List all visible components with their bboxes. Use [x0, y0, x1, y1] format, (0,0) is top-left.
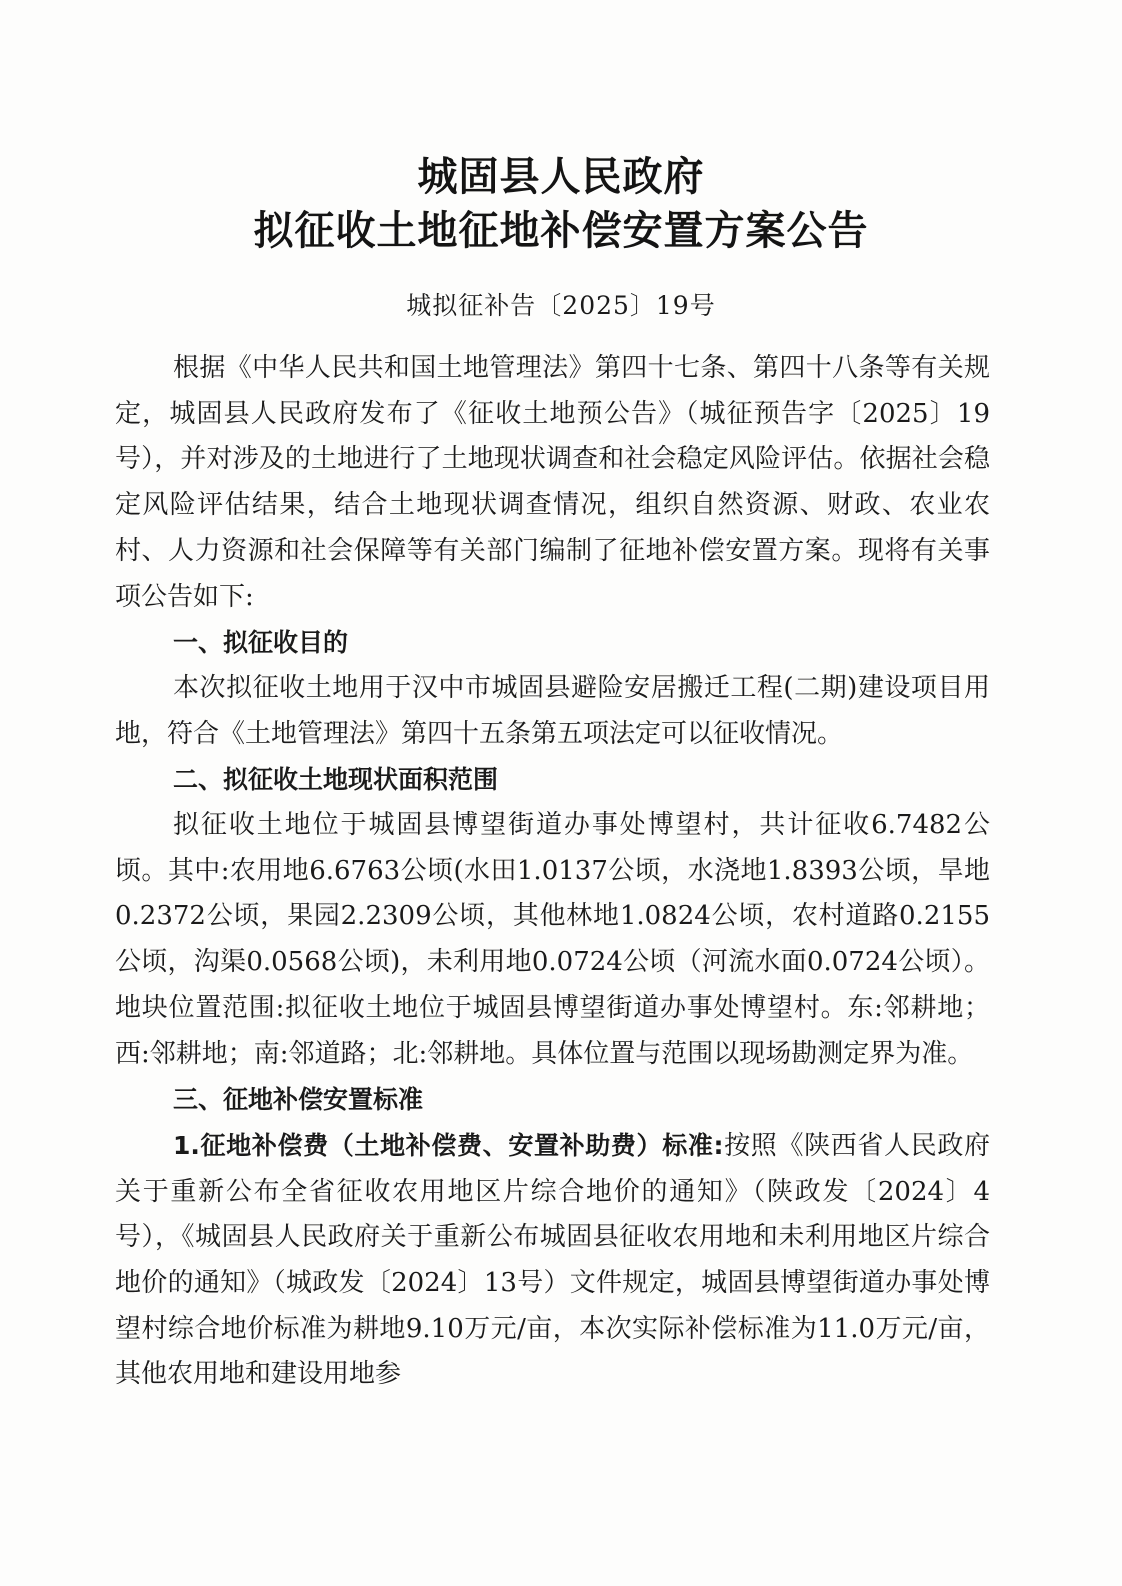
document-body	[115, 346, 990, 1398]
section-text-area-scope: 拟征收土地位于城固县博望街道办事处博望村，共计征收6.7482公顷。其中:农用地6.6763公顷(水田1.0137公顷，水浇地1.8393公顷，旱地0.2372公顷，果园2.2309公顷，其他林地1.0824公顷，农村道路0.2155公顷，沟渠0.0568公顷)，未利用地0.0724公顷（河流水面0.0724公顷）。地块位置范围:拟征收土地位于城固县博望街道办事处博望村。东:邻耕地；西:邻耕地；南:邻道路；北:邻耕地。具体位置与范围以现场勘测定界为准。	[115, 810, 990, 1069]
section-text-purpose: 本次拟征收土地用于汉中市城固县避险安居搬迁工程(二期)建设项目用地，符合《土地管理法》第四十五条第五项法定可以征收情况。	[115, 672, 990, 749]
document-title-line2: 拟征收土地征地补偿安置方案公告	[253, 208, 869, 254]
section-heading-purpose: 一、拟征收目的	[173, 628, 349, 658]
compensation-lead: 1.征地补偿费（土地补偿费、安置补助费）标准:	[173, 1130, 724, 1160]
intro-paragraph: 根据《中华人民共和国土地管理法》第四十七条、第四十八条等有关规定，城固县人民政府发布了《征收土地预公告》（城征预告字〔2025〕19号），并对涉及的土地进行了土地现状调查和社会稳定风险评估。依据社会稳定风险评估结果，结合土地现状调查情况，组织自然资源、财政、农业农村、人力资源和社会保障等有关部门编制了征地补偿安置方案。现将有关事项公告如下:	[115, 353, 990, 612]
section-paragraph-compensation	[115, 1123, 990, 1398]
compensation-text: 按照《陕西省人民政府关于重新公布全省征收农用地区片综合地价的通知》（陕政发〔2024〕4号），《城固县人民政府关于重新公布城固县征收农用地和未利用地区片综合地价的通知》（城政发〔2024〕13号）文件规定，城固县博望街道办事处博望村综合地价标准为耕地9.10万元/亩，本次实际补偿标准为11.0万元/亩，其他农用地和建设用地参	[115, 1130, 990, 1390]
section-heading-area-scope: 二、拟征收土地现状面积范围	[173, 765, 499, 795]
document-number: 城拟征补告〔2025〕19号	[406, 291, 716, 320]
document-title-line1: 城固县人民政府	[417, 154, 705, 200]
section-heading-compensation: 三、征地补偿安置标准	[173, 1085, 424, 1115]
